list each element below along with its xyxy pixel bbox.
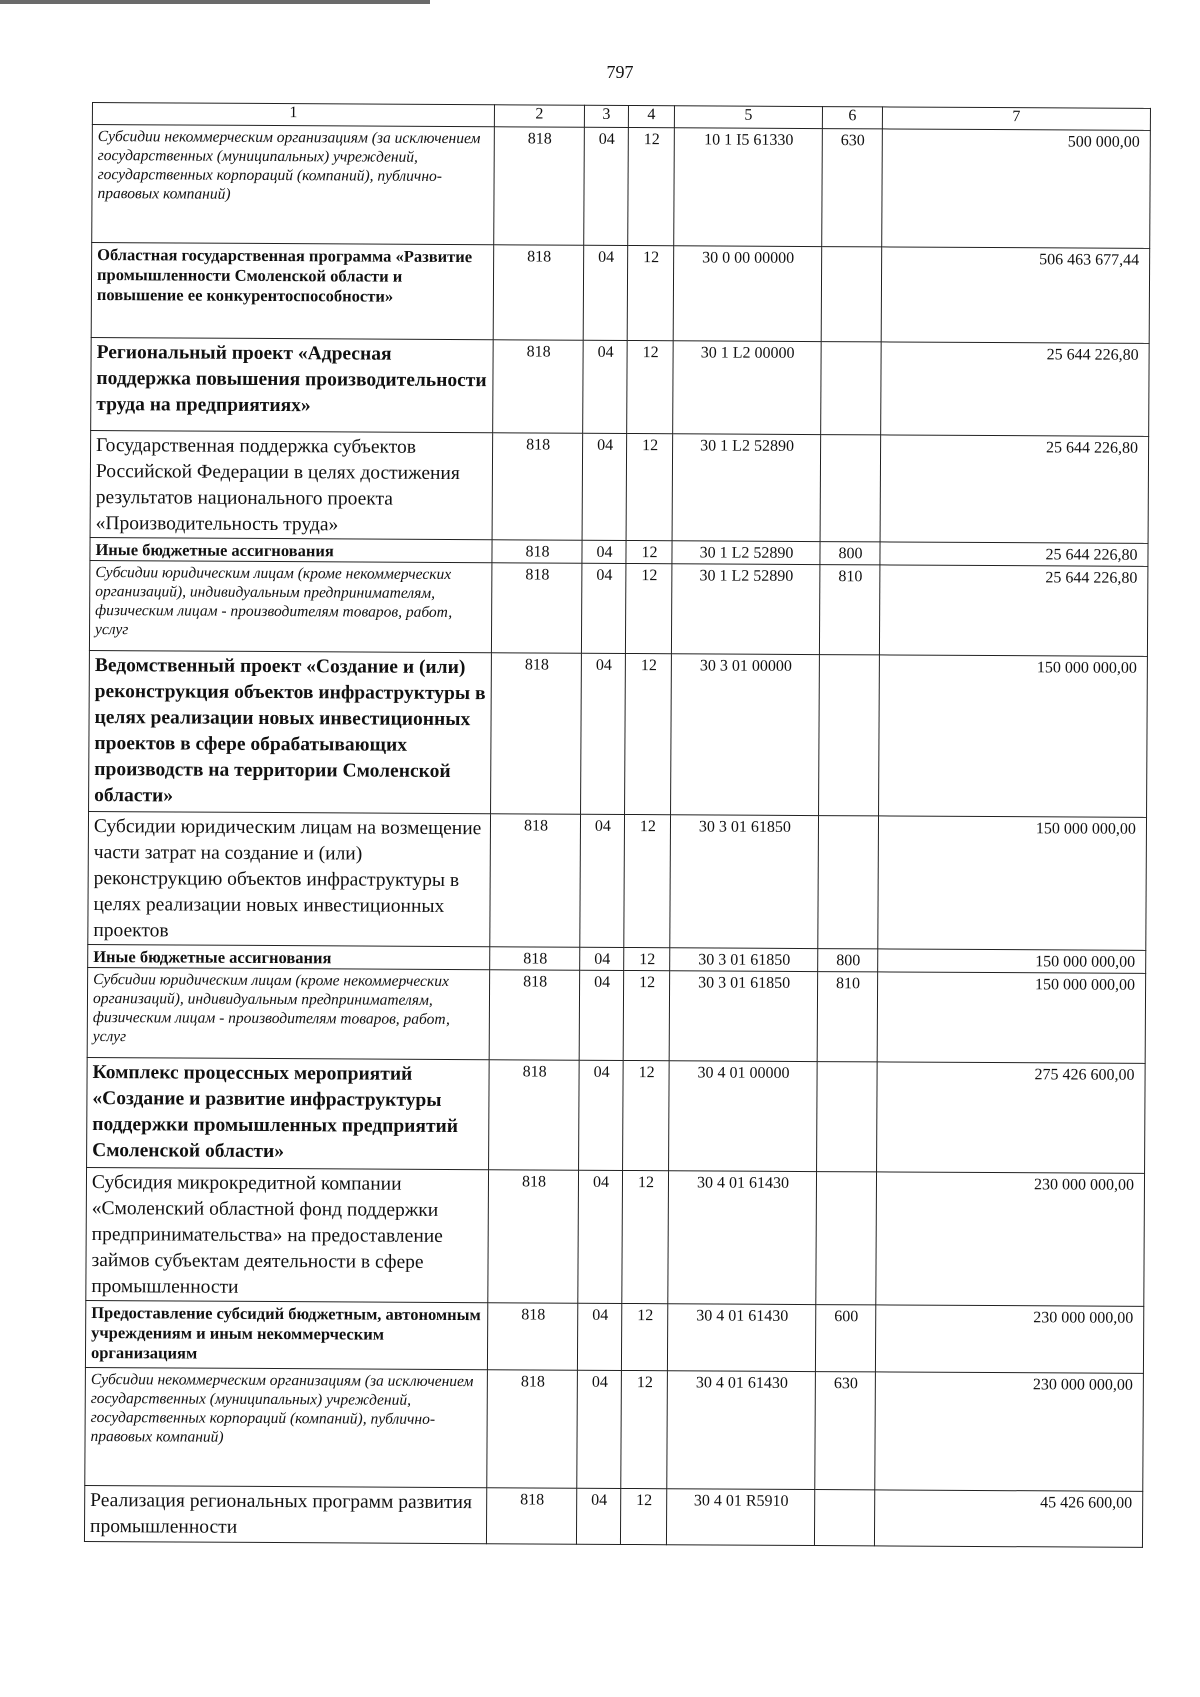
row-section: 04 — [582, 540, 626, 563]
row-admin-code: 818 — [493, 245, 584, 341]
row-section: 04 — [576, 1488, 620, 1544]
table-row — [84, 1485, 1142, 1547]
row-target-article: 30 4 01 00000 — [669, 1061, 818, 1172]
row-admin-code: 818 — [492, 433, 583, 541]
row-amount: 25 644 226,80 — [881, 342, 1150, 436]
row-amount: 150 000 000,00 — [878, 816, 1147, 950]
row-admin-code: 818 — [494, 127, 585, 246]
row-target-article: 30 1 L2 52890 — [672, 434, 821, 542]
row-subsection: 12 — [623, 970, 670, 1060]
row-expense-type: 800 — [818, 949, 878, 972]
row-target-article: 30 3 01 00000 — [671, 654, 820, 816]
row-amount: 150 000 000,00 — [877, 972, 1145, 1063]
row-expense-type — [820, 435, 881, 542]
row-name: Субсидия микрокредитной компании «Смоленский областной фонд поддержки предпринимательства» на предоставление займов субъектам деятельности в сфере промышленности — [86, 1167, 489, 1302]
row-admin-code: 818 — [487, 1303, 577, 1371]
row-name: Предоставление субсидий бюджетным, автономным учреждениям и иным некоммерческим организациям — [85, 1300, 487, 1369]
row-expense-type — [819, 655, 880, 816]
row-section: 04 — [579, 1060, 624, 1170]
row-target-article: 30 4 01 61430 — [667, 1304, 815, 1372]
row-section: 04 — [578, 1170, 623, 1303]
row-target-article: 30 1 L2 52890 — [671, 564, 820, 655]
table-row — [85, 1300, 1143, 1373]
row-subsection: 12 — [623, 1060, 670, 1170]
row-admin-code: 818 — [488, 1170, 579, 1304]
row-amount: 500 000,00 — [882, 129, 1151, 248]
row-section: 04 — [577, 1303, 621, 1370]
header-col-3: 3 — [584, 105, 628, 127]
row-expense-type: 600 — [815, 1305, 875, 1372]
row-name: Иные бюджетные ассигнования — [90, 537, 492, 562]
row-amount: 150 000 000,00 — [878, 949, 1146, 973]
row-subsection: 12 — [624, 814, 671, 947]
header-col-1: 1 — [92, 103, 494, 127]
header-col-2: 2 — [494, 105, 584, 128]
scan-edge-bar — [0, 0, 430, 4]
row-expense-type — [817, 1062, 878, 1172]
row-expense-type — [818, 816, 879, 949]
table-row — [91, 337, 1150, 436]
row-amount: 506 463 677,44 — [881, 247, 1150, 343]
table-row — [92, 125, 1151, 249]
row-section: 04 — [581, 653, 626, 814]
row-name: Реализация региональных программ развития промышленности — [84, 1485, 486, 1543]
row-target-article: 30 3 01 61850 — [670, 948, 818, 972]
row-subsection: 12 — [621, 1370, 668, 1488]
row-subsection: 12 — [620, 1488, 666, 1544]
row-name: Иные бюджетные ассигнования — [88, 944, 490, 969]
row-name: Субсидии юридическим лицам на возмещение части затрат на создание и (или) реконструкцию объектов инфраструктуры в целях реализации новых инвестиционных проектов — [88, 811, 491, 946]
row-subsection: 12 — [625, 563, 672, 653]
row-section: 04 — [582, 433, 627, 540]
row-name: Субсидии некоммерческим организациям (за исключением государственных (муниципальных) учреждений, государственных корпораций (компаний), публично-правовых компаний) — [92, 125, 495, 245]
page-number: 797 — [606, 62, 634, 82]
header-col-5: 5 — [674, 106, 822, 129]
row-subsection: 12 — [621, 1303, 667, 1370]
row-section: 04 — [580, 947, 624, 970]
row-target-article: 30 3 01 61850 — [670, 815, 819, 949]
row-target-article: 10 1 I5 61330 — [674, 128, 823, 247]
row-admin-code: 818 — [489, 970, 580, 1061]
row-subsection: 12 — [627, 245, 674, 340]
row-expense-type: 810 — [817, 972, 878, 1062]
row-name: Государственная поддержка субъектов Российской Федерации в целях достижения результатов национального проекта «Производительность труда» — [90, 430, 493, 539]
row-admin-code: 818 — [493, 340, 584, 434]
row-target-article: 30 4 01 61430 — [668, 1171, 817, 1305]
row-expense-type: 630 — [822, 129, 883, 247]
row-name: Региональный проект «Адресная поддержка повышения производительности труда на предприятиях» — [91, 337, 494, 432]
header-col-7: 7 — [882, 107, 1150, 130]
table-row — [87, 1057, 1146, 1173]
row-expense-type — [814, 1490, 874, 1546]
row-name: Областная государственная программа «Развитие промышленности Смоленской области и повышение ее конкурентоспособности» — [91, 243, 494, 340]
row-subsection: 12 — [622, 1170, 669, 1303]
row-amount: 45 426 600,00 — [874, 1490, 1142, 1547]
row-amount: 25 644 226,80 — [880, 435, 1149, 543]
row-section: 04 — [577, 1370, 622, 1488]
row-expense-type: 810 — [819, 565, 880, 655]
budget-table — [84, 102, 1151, 1548]
row-section: 04 — [579, 970, 624, 1060]
row-subsection: 12 — [625, 653, 672, 814]
row-admin-code: 818 — [487, 1370, 578, 1489]
row-subsection: 12 — [627, 340, 674, 433]
row-target-article: 30 4 01 R5910 — [666, 1489, 814, 1546]
table-row — [89, 560, 1147, 656]
row-admin-code: 818 — [491, 563, 582, 654]
row-subsection: 12 — [628, 127, 675, 245]
row-name: Субсидии юридическим лицам (кроме некоммерческих организаций), индивидуальным предпринимателям, физическим лицам - производителям товаров, работ, услуг — [89, 560, 491, 652]
row-section: 04 — [581, 563, 626, 653]
row-expense-type — [821, 247, 882, 342]
row-admin-code: 818 — [490, 947, 580, 971]
table-row — [91, 243, 1150, 344]
row-expense-type — [821, 342, 882, 435]
row-subsection: 12 — [626, 433, 673, 540]
row-target-article: 30 0 00 00000 — [673, 246, 822, 342]
row-section: 04 — [580, 814, 625, 947]
header-col-4: 4 — [628, 105, 674, 127]
row-subsection: 12 — [626, 540, 672, 563]
row-section: 04 — [584, 127, 629, 245]
row-name: Ведомственный проект «Создание и (или) реконструкция объектов инфраструктуры в целях реализации новых инвестиционных проектов в сфере обрабатывающих производств на территории Смоленской области» — [89, 650, 492, 813]
row-name: Комплекс процессных мероприятий «Создание и развитие инфраструктуры поддержки промышленных предприятий Смоленской области» — [87, 1057, 490, 1169]
table-row — [86, 1167, 1145, 1306]
row-section: 04 — [583, 245, 628, 340]
row-expense-type: 630 — [815, 1372, 876, 1490]
row-admin-code: 818 — [491, 653, 582, 815]
row-name: Субсидии юридическим лицам (кроме некоммерческих организаций), индивидуальным предпринимателям, физическим лицам - производителям товаров, работ, услуг — [87, 967, 489, 1059]
row-amount: 150 000 000,00 — [879, 655, 1148, 817]
row-expense-type: 800 — [820, 542, 880, 565]
row-admin-code: 818 — [486, 1488, 576, 1545]
row-amount: 25 644 226,80 — [879, 565, 1147, 656]
table-row — [89, 650, 1148, 817]
row-admin-code: 818 — [489, 1060, 580, 1171]
row-amount: 25 644 226,80 — [880, 542, 1148, 566]
table-row — [87, 967, 1145, 1063]
row-amount: 230 000 000,00 — [875, 1305, 1143, 1373]
row-amount: 230 000 000,00 — [876, 1172, 1145, 1306]
table-row — [90, 430, 1149, 543]
header-col-6: 6 — [822, 107, 882, 129]
table-row — [88, 811, 1147, 950]
row-amount: 275 426 600,00 — [877, 1062, 1146, 1173]
row-name: Субсидии некоммерческим организациям (за исключением государственных (муниципальных) учреждений, государственных корпораций (компаний), публично-правовых компаний) — [85, 1367, 488, 1487]
row-admin-code: 818 — [490, 814, 581, 948]
row-amount: 230 000 000,00 — [875, 1372, 1144, 1491]
row-expense-type — [816, 1172, 877, 1305]
row-subsection: 12 — [624, 947, 670, 970]
row-section: 04 — [583, 340, 628, 433]
row-target-article: 30 3 01 61850 — [669, 971, 818, 1062]
row-admin-code: 818 — [492, 540, 582, 564]
table-row — [85, 1367, 1144, 1491]
row-target-article: 30 1 L2 00000 — [673, 341, 822, 435]
row-target-article: 30 1 L2 52890 — [672, 541, 820, 565]
row-target-article: 30 4 01 61430 — [667, 1371, 816, 1490]
